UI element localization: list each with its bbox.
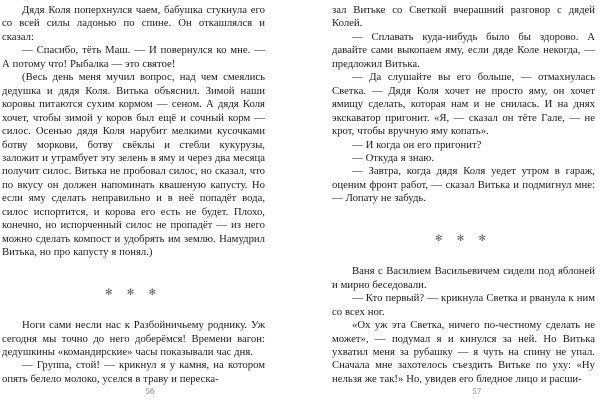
paragraph: — Группа, стой! — крикнул я у камня, на котором опять белело молоко, уселся в траву и переска-	[2, 359, 265, 385]
page-number-left: 56	[145, 387, 155, 396]
paragraph: — Да слушайте вы его больше, — отмахнулась Светка. — Дядя Коля хочет не просто яму, он хочет ямищу сделать, которая нам и не снилась. И на днях экскаватор пригонит. «Я, — сказал он тёте Гале, — не крот, чтобы вручную яму копать».	[332, 71, 595, 138]
paragraph: Ваня с Василием Васильевичем сидели под яблоней и мирно беседовали.	[332, 265, 595, 291]
paragraph: Дядя Коля поперхнулся чаем, бабушка стукнула его со всей силы ладонью по спине. Он откашлялся и сказал:	[2, 4, 265, 43]
page-number-right: 57	[472, 387, 482, 396]
paragraph: — И когда он его пригонит?	[352, 138, 482, 151]
paragraph: «Ох уж эта Светка, ничего по-честному сделать не может», — подумал я и кинулся за ней. Но Витька ухватил меня за рубашку — я чуть на спину не упал. Сначала мне захотелось съездить Витьке по уху: «Ну нельзя же так!» Но, увидев его бледное лицо и расши-	[332, 319, 595, 385]
right-page-textblock	[332, 0, 595, 386]
section-separator: ✻ ✻ ✻	[434, 232, 493, 243]
paragraph: — Сплавать куда-нибудь было бы здорово. А давайте сами выкопаем яму, если дяде Коле некогда, — предложил Витька.	[332, 30, 595, 70]
paragraph: зал Витьке со Светкой вчерашний разговор с дядей Колей.	[332, 4, 595, 30]
paragraph: — Спасибо, тёть Маш. — И повернулся ко мне. — А потому что! Рыбалка — это святое!	[2, 44, 265, 70]
right-page	[300, 0, 600, 403]
left-page-textblock	[2, 0, 265, 386]
paragraph: Ноги сами несли нас к Разбойничьему роднику. Уж сегодня мы точно до него доберёмся! Времени вагон: дедушкины «командирские» часы показывали час дня.	[2, 319, 265, 358]
paragraph: (Весь день меня мучил вопрос, над чем смеялись дедушка и дядя Коля. Витька объяснил. Зимой наши коровы питаются сухим кормом — сеном. А дядя Коля хочет, чтобы зимой у коров был ещё и сочный корм — силос. Осенью дядя Коля нарубит мелкими кусочками ботву моркови, ботву свёклы и стебли кукурузы, заложит и утрамбует эту зелень в яму и через два месяца получит силос. Витька не пробовал силос, но сказал, что по вкусу он должен напоминать квашеную капусту. Но если яму сделать неправильно и в неё попадёт вода, силос испортится, и корова его есть не будет. Плохо, конечно, но испорченный силос не пропадёт — из него можно сделать компост и удобрять им землю. Намудрил Витька, но про капусту я понял.)	[2, 71, 265, 259]
paragraph: — Откуда я знаю.	[352, 151, 435, 164]
paragraph: — Завтра, когда дядя Коля уедет утром в гараж, оценим фронт работ, — сказал Витька и подмигнул мне: — Лопату не забудь.	[332, 165, 595, 205]
section-separator: ✻ ✻ ✻	[104, 286, 163, 297]
paragraph: — Кто первый? — крикнула Светка и рванула к ним со всех ног.	[332, 292, 595, 318]
